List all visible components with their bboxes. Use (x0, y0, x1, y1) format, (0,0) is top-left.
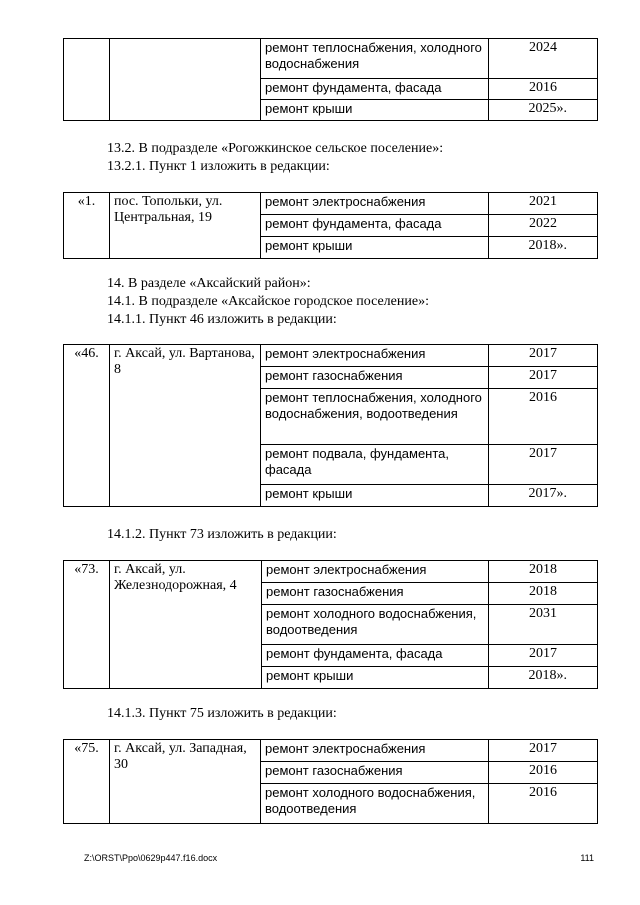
work-type: ремонт теплоснабжения, холодного водоснабжения (261, 39, 489, 79)
work-type: ремонт теплоснабжения, холодного водоснабжения, водоотведения (261, 389, 489, 445)
work-year: 2018». (489, 667, 598, 689)
work-year: 2016 (489, 762, 598, 784)
footer-page-number: 111 (580, 853, 594, 863)
work-year: 2016 (489, 784, 598, 824)
table-row (64, 39, 598, 79)
work-year: 2024 (489, 39, 598, 79)
work-year: 2018». (489, 237, 598, 259)
work-year: 2017 (489, 445, 598, 485)
item-number: «46. (64, 345, 110, 507)
paragraph-14-1-2: 14.1.2. Пункт 73 изложить в редакции: (107, 527, 337, 542)
work-type: ремонт фундамента, фасада (261, 215, 489, 237)
repair-table-item-1 (63, 192, 598, 259)
work-type: ремонт электроснабжения (261, 193, 489, 215)
paragraph-13-2: 13.2. В подразделе «Рогожкинское сельское поселение»: (107, 141, 444, 156)
work-type: ремонт газоснабжения (261, 762, 489, 784)
paragraph-14-1-1: 14.1.1. Пункт 46 изложить в редакции: (107, 312, 337, 327)
work-type: ремонт электроснабжения (262, 561, 489, 583)
paragraph-14-1-3: 14.1.3. Пункт 75 изложить в редакции: (107, 706, 337, 721)
item-number: «1. (64, 193, 110, 259)
work-type: ремонт газоснабжения (262, 583, 489, 605)
work-type: ремонт подвала, фундамента, фасада (261, 445, 489, 485)
item-number: «73. (64, 561, 110, 689)
work-year: 2017 (489, 645, 598, 667)
item-number (64, 39, 110, 121)
work-year: 2018 (489, 583, 598, 605)
work-year: 2031 (489, 605, 598, 645)
paragraph-13-2-1: 13.2.1. Пункт 1 изложить в редакции: (107, 159, 330, 174)
repair-table-item-73 (63, 560, 598, 689)
work-year: 2025». (489, 100, 598, 121)
work-year: 2018 (489, 561, 598, 583)
work-type: ремонт газоснабжения (261, 367, 489, 389)
footer-file-path: Z:\ORST\Ppo\0629p447.f16.docx (84, 853, 218, 863)
work-type: ремонт электроснабжения (261, 740, 489, 762)
work-year: 2017 (489, 740, 598, 762)
repair-table-item-75 (63, 739, 598, 824)
paragraph-14-1: 14.1. В подразделе «Аксайское городское поселение»: (107, 294, 429, 309)
work-type: ремонт фундамента, фасада (261, 79, 489, 100)
item-address (110, 39, 261, 121)
table-row (64, 740, 598, 762)
work-type: ремонт крыши (262, 667, 489, 689)
repair-table-continuation (63, 38, 598, 121)
item-number: «75. (64, 740, 110, 824)
work-type: ремонт крыши (261, 485, 489, 507)
table-row (64, 193, 598, 215)
work-year: 2016 (489, 389, 598, 445)
table-row (64, 345, 598, 367)
work-year: 2021 (489, 193, 598, 215)
item-address: г. Аксай, ул. Железнодорожная, 4 (110, 561, 262, 689)
item-address: г. Аксай, ул. Западная, 30 (110, 740, 261, 824)
work-type: ремонт электроснабжения (261, 345, 489, 367)
work-year: 2017». (489, 485, 598, 507)
work-type: ремонт холодного водоснабжения, водоотведения (261, 784, 489, 824)
repair-table-item-46 (63, 344, 598, 507)
work-year: 2022 (489, 215, 598, 237)
work-type: ремонт крыши (261, 237, 489, 259)
work-type: ремонт фундамента, фасада (262, 645, 489, 667)
item-address: пос. Топольки, ул. Центральная, 19 (110, 193, 261, 259)
paragraph-14: 14. В разделе «Аксайский район»: (107, 276, 311, 291)
table-row (64, 561, 598, 583)
work-year: 2017 (489, 345, 598, 367)
item-address: г. Аксай, ул. Вартанова, 8 (110, 345, 261, 507)
work-type: ремонт холодного водоснабжения, водоотведения (262, 605, 489, 645)
work-year: 2017 (489, 367, 598, 389)
work-type: ремонт крыши (261, 100, 489, 121)
work-year: 2016 (489, 79, 598, 100)
